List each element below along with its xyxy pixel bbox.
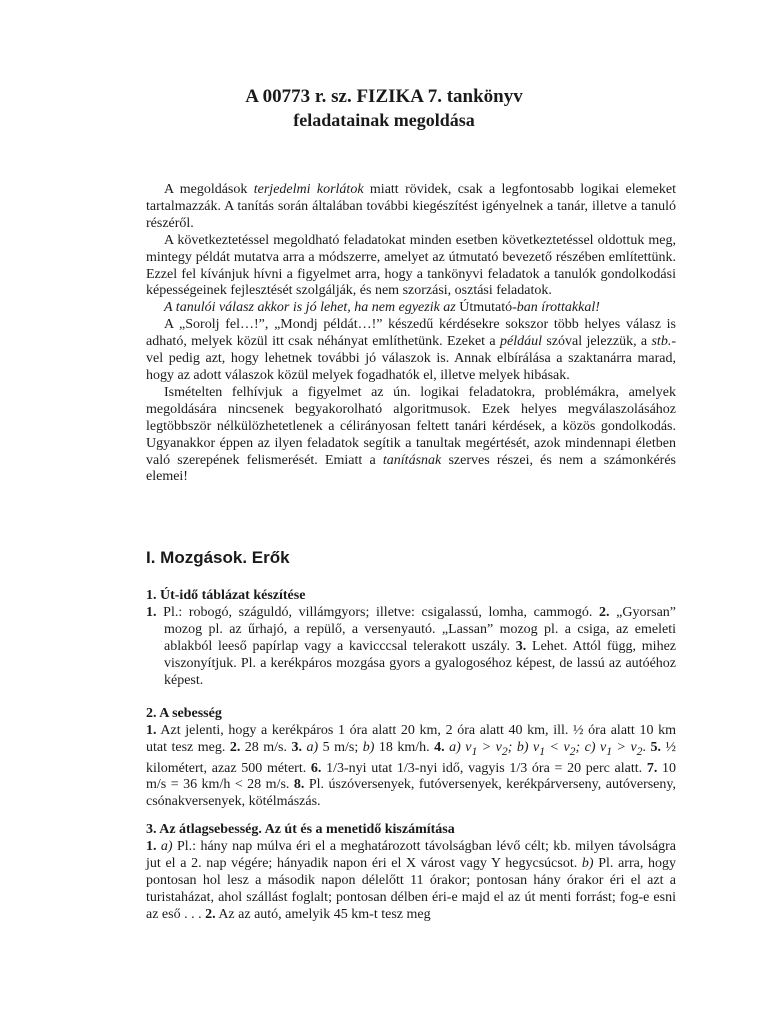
answer-number: 2. [229, 739, 241, 755]
section-2-answers [146, 723, 676, 811]
text-run: > v [477, 739, 502, 755]
intro-paragraph-3 [146, 300, 676, 317]
answer-text: Azt jelenti, hogy a kerékpáros 1 óra alatt 20 km, 2 óra alatt 40 km, ill. ½ óra alatt 10 km utat tesz meg. [146, 722, 676, 755]
intro-paragraph-5 [146, 385, 676, 486]
answer-text: . [642, 739, 651, 755]
document-subtitle: feladatainak megoldása [293, 110, 475, 130]
text-run: szerves részei, és nem a számonkérés elemei! [146, 452, 676, 485]
answer-text: Az az autó, amelyik 45 km-t tesz meg [215, 906, 431, 922]
answer-text: Lehet. Attól függ, mihez viszonyítjuk. Pl. a kerékpáros mozgása gyors a gyalogoséhoz képest, de lassú az autóéhoz képest. [164, 638, 676, 688]
answer-number: 7. [646, 760, 658, 776]
answer-text: b) [581, 855, 594, 871]
text-run: A „Sorolj fel…!”, „Mondj példát…!” készedű kérdésekre sokszor több helyes válasz is adható, melyek közül itt csak néhányat említhetünk. Ezeket a [146, 317, 676, 350]
answer-text: Pl.: robogó, száguldó, villámgyors; illetve: csigalassú, lomha, cammogó. [156, 604, 599, 620]
answer-text: „Gyorsan” mozog pl. az űrhajó, a repülő, a versenyautó. „Lassan” mozog pl. a csiga, az emeleti ablakból leeső papírlap vagy a kavicccsal telerakott uszály. [164, 604, 676, 654]
text-run: ; b) v [507, 739, 540, 755]
intro-paragraph-1 [146, 182, 676, 233]
answer-text: Pl.: hány nap múlva éri el a meghatározott távolságban lévő célt; kb. milyen távolságra jut el a 2. nap végére; hányadik napon éri el X várost vagy Y hegycsúcsot. [146, 838, 676, 871]
section-title: 1. Út-idő táblázat készítése [146, 588, 306, 603]
text-run: szóval jelezzük, a [541, 334, 652, 350]
answer-text: b) [362, 739, 375, 755]
subscript: 1 [606, 744, 613, 758]
intro-paragraph-4 [146, 317, 676, 385]
subscript: 1 [539, 744, 546, 758]
subscript: 2 [636, 744, 643, 758]
answer-number: 5. [650, 739, 661, 755]
text-run: A tanulói válasz akkor is jó lehet, ha nem egyezik az [164, 300, 460, 316]
section-3-answers [146, 839, 676, 924]
answer-number: 3. [291, 739, 302, 755]
text-run: Ismételten felhívjuk a figyelmet az ún. logikai feladatokra, problémákra, amelyek megoldására nincsenek begyakorolható algoritmusok. Ezek helyes megválaszolásához legtöbbször nélkülözhetetlenek a célirányosan feltett tanári kérdések, a közös gondolkodás. Ugyanakkor éppen az ilyen feladatok segítik a tanultak megértését, azok mindennapi életben való szerepének felismerését. Emiatt a [146, 384, 676, 468]
answer-number: 6. [310, 760, 322, 776]
section-1-answers [146, 605, 676, 690]
text-run: -ban írottakkal! [512, 300, 600, 316]
emphasis: tanításnak [382, 452, 442, 468]
chapter-title: I. Mozgások. Erők [146, 548, 290, 567]
answer-number: 3. [515, 638, 527, 654]
answer-number: 1. [146, 604, 157, 620]
answer-number: 8. [293, 777, 305, 793]
answer-text: 1/3-nyi utat 1/3-nyi idő, vagyis 1/3 óra = 20 perc alatt. [321, 760, 647, 776]
emphasis: Útmutató [459, 300, 513, 316]
answer-number: 2. [205, 906, 216, 922]
answer-text: Pl. úszóversenyek, futóversenyek, kerékpárverseny, autóverseny, csónakversenyek, kötélmászás. [146, 777, 676, 810]
section-1 [146, 588, 676, 689]
section-2 [146, 706, 676, 811]
section-title: 3. Az átlagsebesség. Az út és a menetidő kiszámítása [146, 822, 455, 837]
section-3 [146, 822, 676, 923]
text-run: miatt rövidek, csak a legfontosabb logikai elemeket tartalmazzák. A tanítás során általában további kiegészítést igényelnek a tanár, illetve a tanuló részéről. [146, 182, 677, 231]
intro-section [146, 182, 676, 486]
answer-number: 4. [434, 739, 445, 755]
answer-text: 5 m/s; [318, 739, 363, 755]
answer-text: 28 m/s. [240, 739, 292, 755]
section-title: 2. A sebesség [146, 706, 222, 721]
subscript: 2 [569, 744, 576, 758]
intro-paragraph-2: A következtetéssel megoldható feladatokat minden esetben következtetéssel oldottuk meg, mintegy példát mutatva arra a módszerre, amelyet az útmutató bevezető részében említettünk. Ezzel fel kívánjuk hívni a figyelmet arra, hogy a tankönyvi feladatok a tanulók gondolkodási képességeinek fejlesztését szolgálják, és nem szorzási, osztási feladatok. [146, 232, 676, 299]
emphasis: terjedelmi korlátok [253, 182, 364, 197]
answer-number: 1. [146, 838, 157, 854]
answer-text: a) [156, 838, 173, 854]
text-run: ; c) v [575, 739, 607, 755]
text-run: > v [612, 739, 637, 755]
answer-text: 18 km/h. [374, 739, 435, 755]
text-run: < v [545, 739, 570, 755]
emphasis: például [499, 334, 542, 350]
answer-number: 1. [146, 722, 157, 738]
subscript: 1 [471, 744, 478, 758]
answer-text: a) [301, 739, 319, 755]
answer-text: 10 m/s = 36 km/h < 28 m/s. [146, 760, 676, 793]
answer-text [444, 739, 643, 758]
document-title: A 00773 r. sz. FIZIKA 7. tankönyv [245, 86, 523, 107]
emphasis: stb. [651, 334, 672, 350]
text-run: A megoldások [164, 182, 254, 197]
answer-number: 2. [598, 604, 610, 620]
answer-text: ½ kilométert, azaz 500 métert. [146, 739, 676, 776]
answer-text: Pl. arra, hogy pontosan hol lesz a második napon délelőtt 11 órakor; pontosan hány órakor éri el azt a turistaházat, ahol szállást foglalt; pontosan délben éri-e majd el az út menti forrást; fog-e esni az eső . . . [146, 855, 676, 922]
text-run: -vel pedig azt, hogy lehetnek további jó válaszok is. Annak elbírálása a szaktanárra marad, hogy az adott válaszok közül melyek fogadhatók el, illetve melyek hibásak. [146, 334, 676, 383]
text-run: a) v [444, 739, 472, 755]
subscript: 2 [501, 744, 508, 758]
